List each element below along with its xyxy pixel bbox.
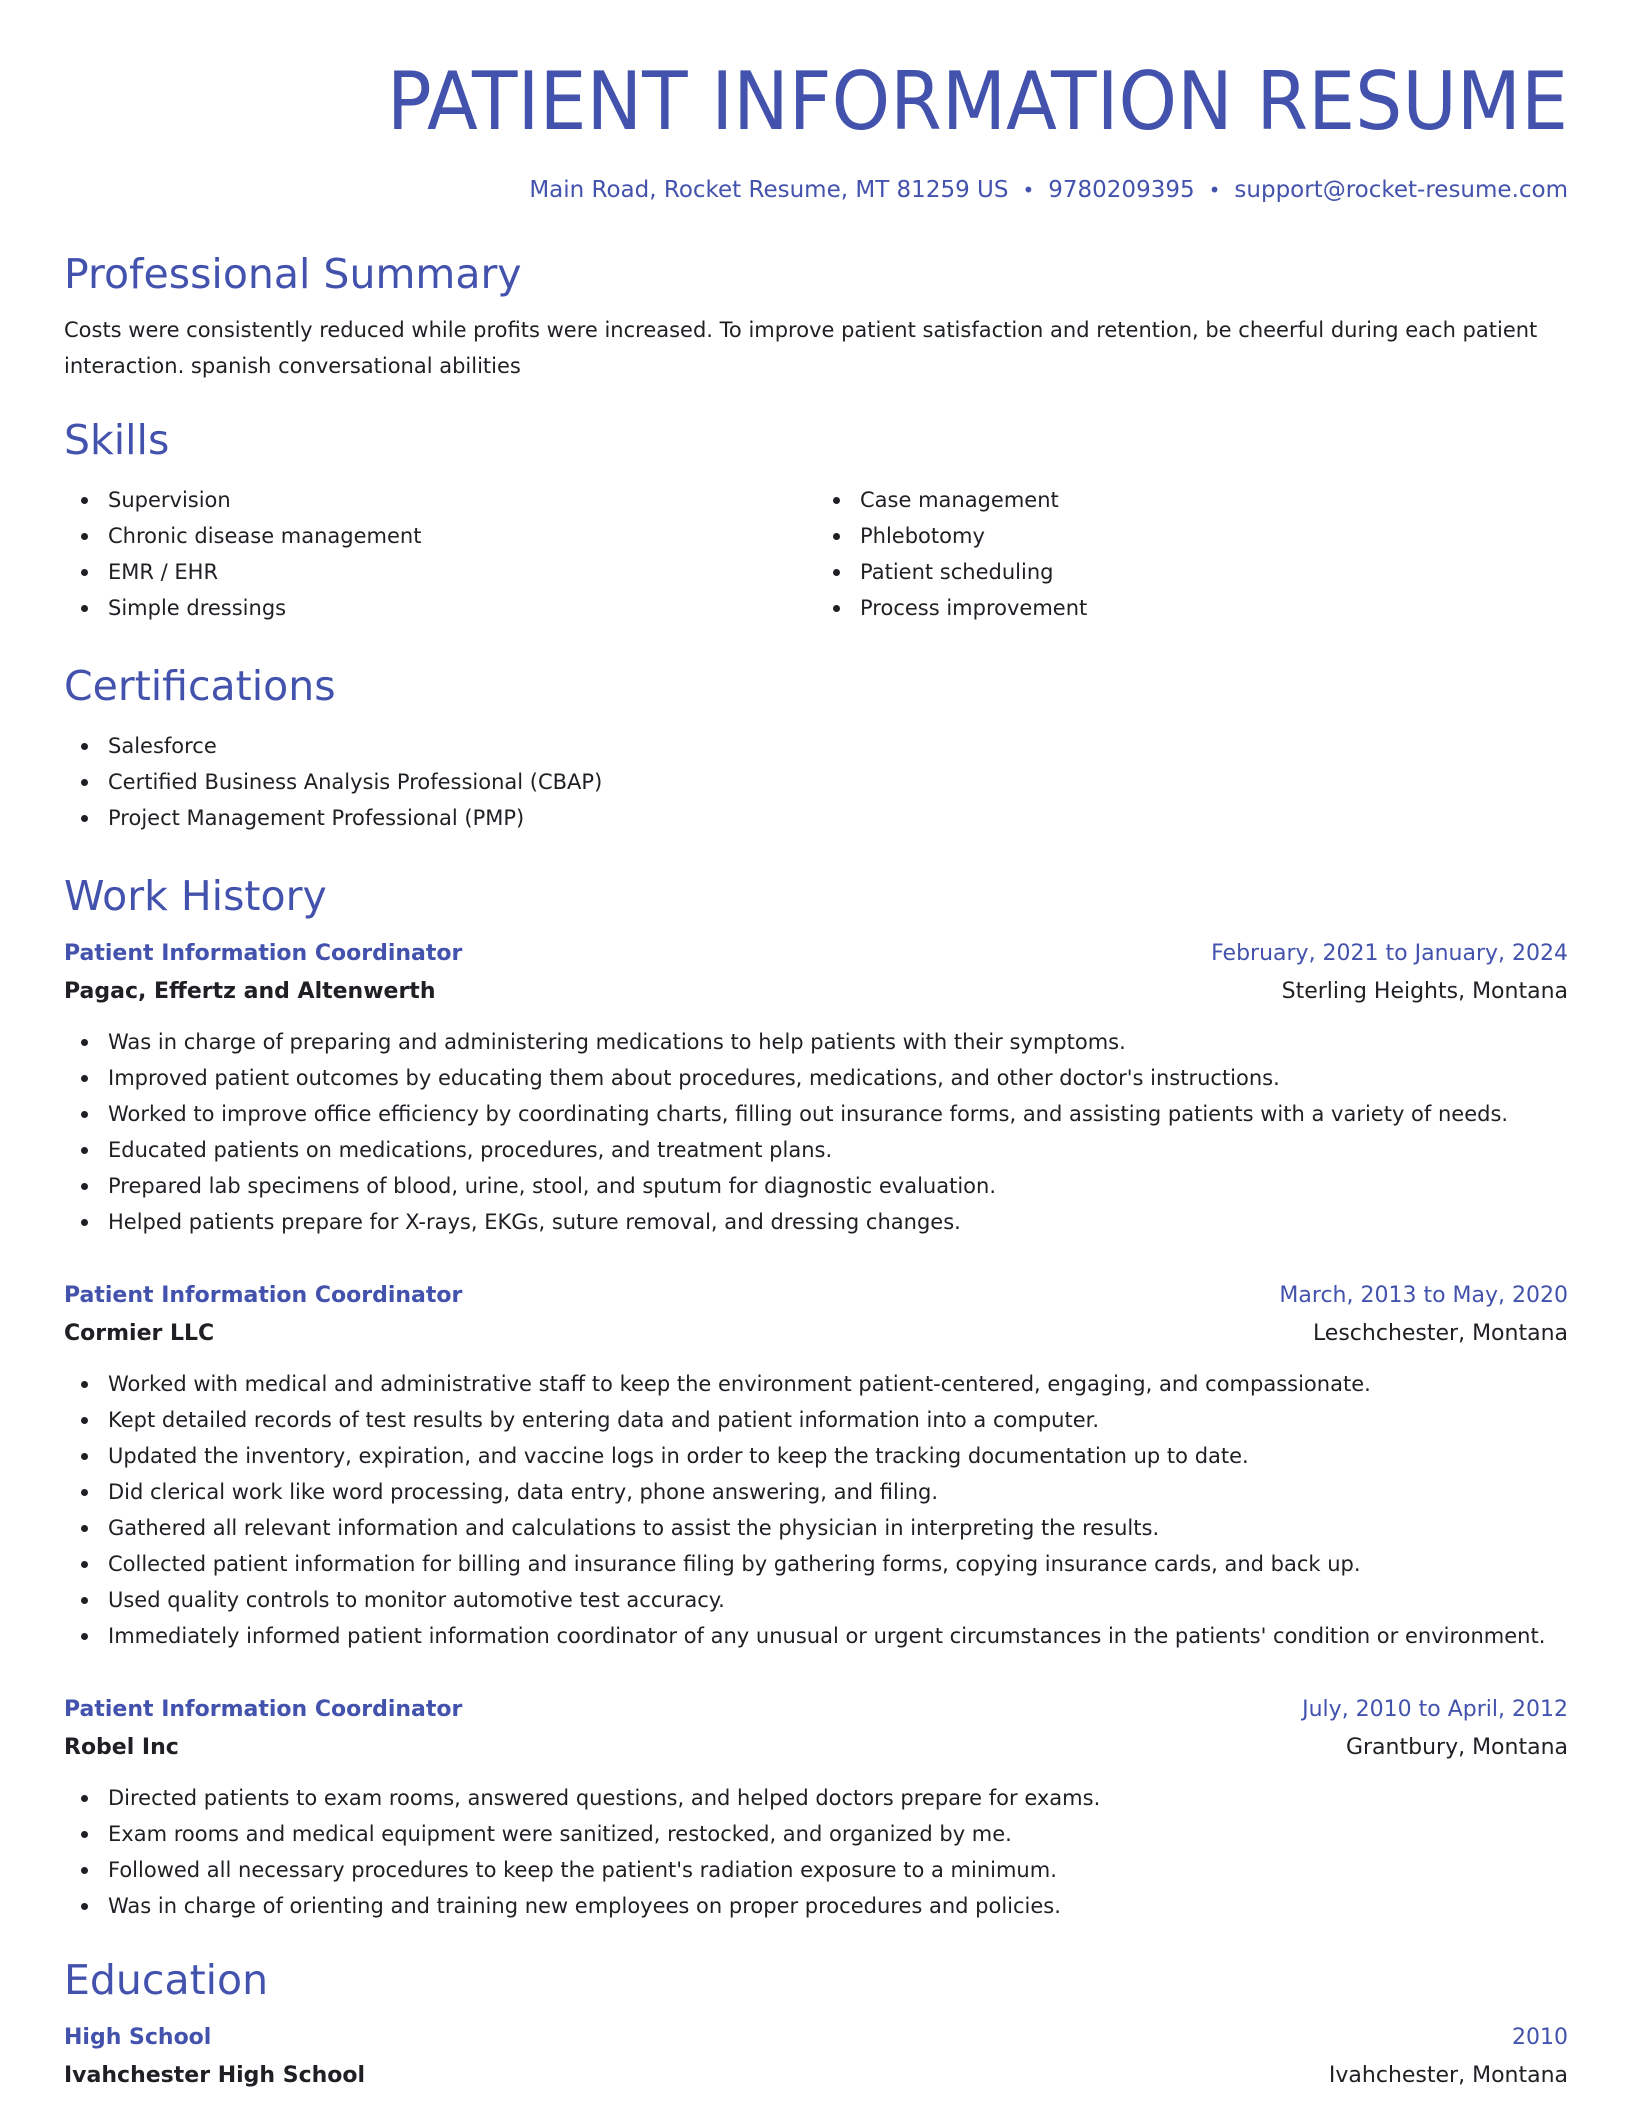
contact-line bbox=[64, 174, 1568, 206]
education-year: 2010 bbox=[1512, 2025, 1568, 2050]
education-entry bbox=[64, 2020, 1568, 2096]
job-title: Patient Information Coordinator bbox=[64, 1697, 463, 1722]
job-location: Grantbury, Montana bbox=[1345, 1735, 1568, 1760]
job-duty: Followed all necessary procedures to keep the patient's radiation exposure to a minimum. bbox=[108, 1852, 1568, 1888]
job-title: Patient Information Coordinator bbox=[64, 1283, 463, 1308]
certification-item: Salesforce bbox=[108, 728, 1568, 764]
job-title-row bbox=[64, 936, 1568, 972]
summary-heading: Professional Summary bbox=[64, 250, 522, 298]
job-title-row bbox=[64, 1692, 1568, 1728]
certification-item: Project Management Professional (PMP) bbox=[108, 800, 1568, 836]
job-company-row bbox=[64, 1314, 1568, 1354]
job-duty: Worked to improve office efficiency by coordinating charts, filling out insurance forms, and assisting patients with a variety of needs. bbox=[108, 1096, 1568, 1132]
contact-email[interactable]: support@rocket-resume.com bbox=[1234, 177, 1568, 203]
job-company: Cormier LLC bbox=[64, 1321, 215, 1346]
skill-item: Chronic disease management bbox=[108, 518, 816, 554]
education-degree: High School bbox=[64, 2025, 212, 2050]
skill-item: Process improvement bbox=[860, 590, 1568, 626]
job-company: Pagac, Effertz and Altenwerth bbox=[64, 979, 436, 1004]
skills-list-right bbox=[816, 482, 1568, 626]
resume-header bbox=[64, 56, 1568, 206]
skill-item: Case management bbox=[860, 482, 1568, 518]
education-school: Ivahchester High School bbox=[64, 2063, 366, 2088]
certification-item: Certified Business Analysis Professional (CBAP) bbox=[108, 764, 1568, 800]
job-location: Leschchester, Montana bbox=[1312, 1321, 1568, 1346]
job-duty: Was in charge of orienting and training new employees on proper procedures and policies. bbox=[108, 1888, 1568, 1924]
job-duty: Worked with medical and administrative staff to keep the environment patient-centered, engaging, and compassionate. bbox=[108, 1366, 1568, 1402]
job-company-row bbox=[64, 972, 1568, 1012]
skill-item: Patient scheduling bbox=[860, 554, 1568, 590]
work-history-heading: Work History bbox=[64, 872, 327, 920]
job-title-row bbox=[64, 1278, 1568, 1314]
job-entry bbox=[64, 1692, 1568, 1924]
skills-section bbox=[64, 414, 1568, 626]
certifications-section bbox=[64, 660, 1568, 836]
skill-item: Phlebotomy bbox=[860, 518, 1568, 554]
job-duties-list bbox=[64, 1780, 1568, 1924]
job-entry bbox=[64, 1278, 1568, 1654]
skill-item: EMR / EHR bbox=[108, 554, 816, 590]
certifications-heading: Certifications bbox=[64, 662, 336, 710]
job-location: Sterling Heights, Montana bbox=[1281, 979, 1568, 1004]
job-duty: Exam rooms and medical equipment were sanitized, restocked, and organized by me. bbox=[108, 1816, 1568, 1852]
contact-separator: • bbox=[1022, 178, 1035, 202]
job-dates: March, 2013 to May, 2020 bbox=[1279, 1283, 1568, 1308]
job-duty: Used quality controls to monitor automotive test accuracy. bbox=[108, 1582, 1568, 1618]
work-history-section bbox=[64, 870, 1568, 1924]
job-company-row bbox=[64, 1728, 1568, 1768]
skills-heading: Skills bbox=[64, 416, 170, 464]
summary-text: Costs were consistently reduced while profits were increased. To improve patient satisfaction and retention, be cheerful during each patient interaction. spanish conversational abilities bbox=[64, 318, 1538, 378]
contact-separator: • bbox=[1208, 178, 1221, 202]
contact-address: Main Road, Rocket Resume, MT 81259 US bbox=[529, 177, 1009, 203]
skills-grid bbox=[64, 482, 1568, 626]
education-section bbox=[64, 1954, 1568, 2096]
job-duty: Prepared lab specimens of blood, urine, stool, and sputum for diagnostic evaluation. bbox=[108, 1168, 1568, 1204]
job-duties-list bbox=[64, 1024, 1568, 1240]
job-duty: Updated the inventory, expiration, and vaccine logs in order to keep the tracking documentation up to date. bbox=[108, 1438, 1568, 1474]
job-title: Patient Information Coordinator bbox=[64, 941, 463, 966]
job-duties-list bbox=[64, 1366, 1568, 1654]
job-duty: Gathered all relevant information and calculations to assist the physician in interpreting the results. bbox=[108, 1510, 1568, 1546]
skill-item: Supervision bbox=[108, 482, 816, 518]
job-company: Robel Inc bbox=[64, 1735, 179, 1760]
resume-title: PATIENT INFORMATION RESUME bbox=[386, 55, 1568, 148]
skills-list-left bbox=[64, 482, 816, 626]
job-duty: Immediately informed patient information coordinator of any unusual or urgent circumstances in the patients' condition or environment. bbox=[108, 1618, 1568, 1654]
education-degree-row bbox=[64, 2020, 1568, 2056]
summary-section bbox=[64, 248, 1568, 384]
job-duty: Was in charge of preparing and administering medications to help patients with their symptoms. bbox=[108, 1024, 1568, 1060]
job-duty: Improved patient outcomes by educating them about procedures, medications, and other doctor's instructions. bbox=[108, 1060, 1568, 1096]
job-dates: July, 2010 to April, 2012 bbox=[1302, 1697, 1568, 1722]
job-duty: Directed patients to exam rooms, answered questions, and helped doctors prepare for exams. bbox=[108, 1780, 1568, 1816]
job-duty: Educated patients on medications, procedures, and treatment plans. bbox=[108, 1132, 1568, 1168]
job-duty: Kept detailed records of test results by entering data and patient information into a computer. bbox=[108, 1402, 1568, 1438]
education-school-row bbox=[64, 2056, 1568, 2096]
job-duty: Did clerical work like word processing, data entry, phone answering, and filing. bbox=[108, 1474, 1568, 1510]
job-dates: February, 2021 to January, 2024 bbox=[1211, 941, 1568, 966]
certifications-list bbox=[64, 728, 1568, 836]
contact-phone: 9780209395 bbox=[1048, 177, 1195, 203]
job-duty: Collected patient information for billing and insurance filing by gathering forms, copying insurance cards, and back up. bbox=[108, 1546, 1568, 1582]
job-duty: Helped patients prepare for X-rays, EKGs, suture removal, and dressing changes. bbox=[108, 1204, 1568, 1240]
job-entry bbox=[64, 936, 1568, 1240]
education-location: Ivahchester, Montana bbox=[1328, 2063, 1568, 2088]
education-heading: Education bbox=[64, 1956, 269, 2004]
skill-item: Simple dressings bbox=[108, 590, 816, 626]
